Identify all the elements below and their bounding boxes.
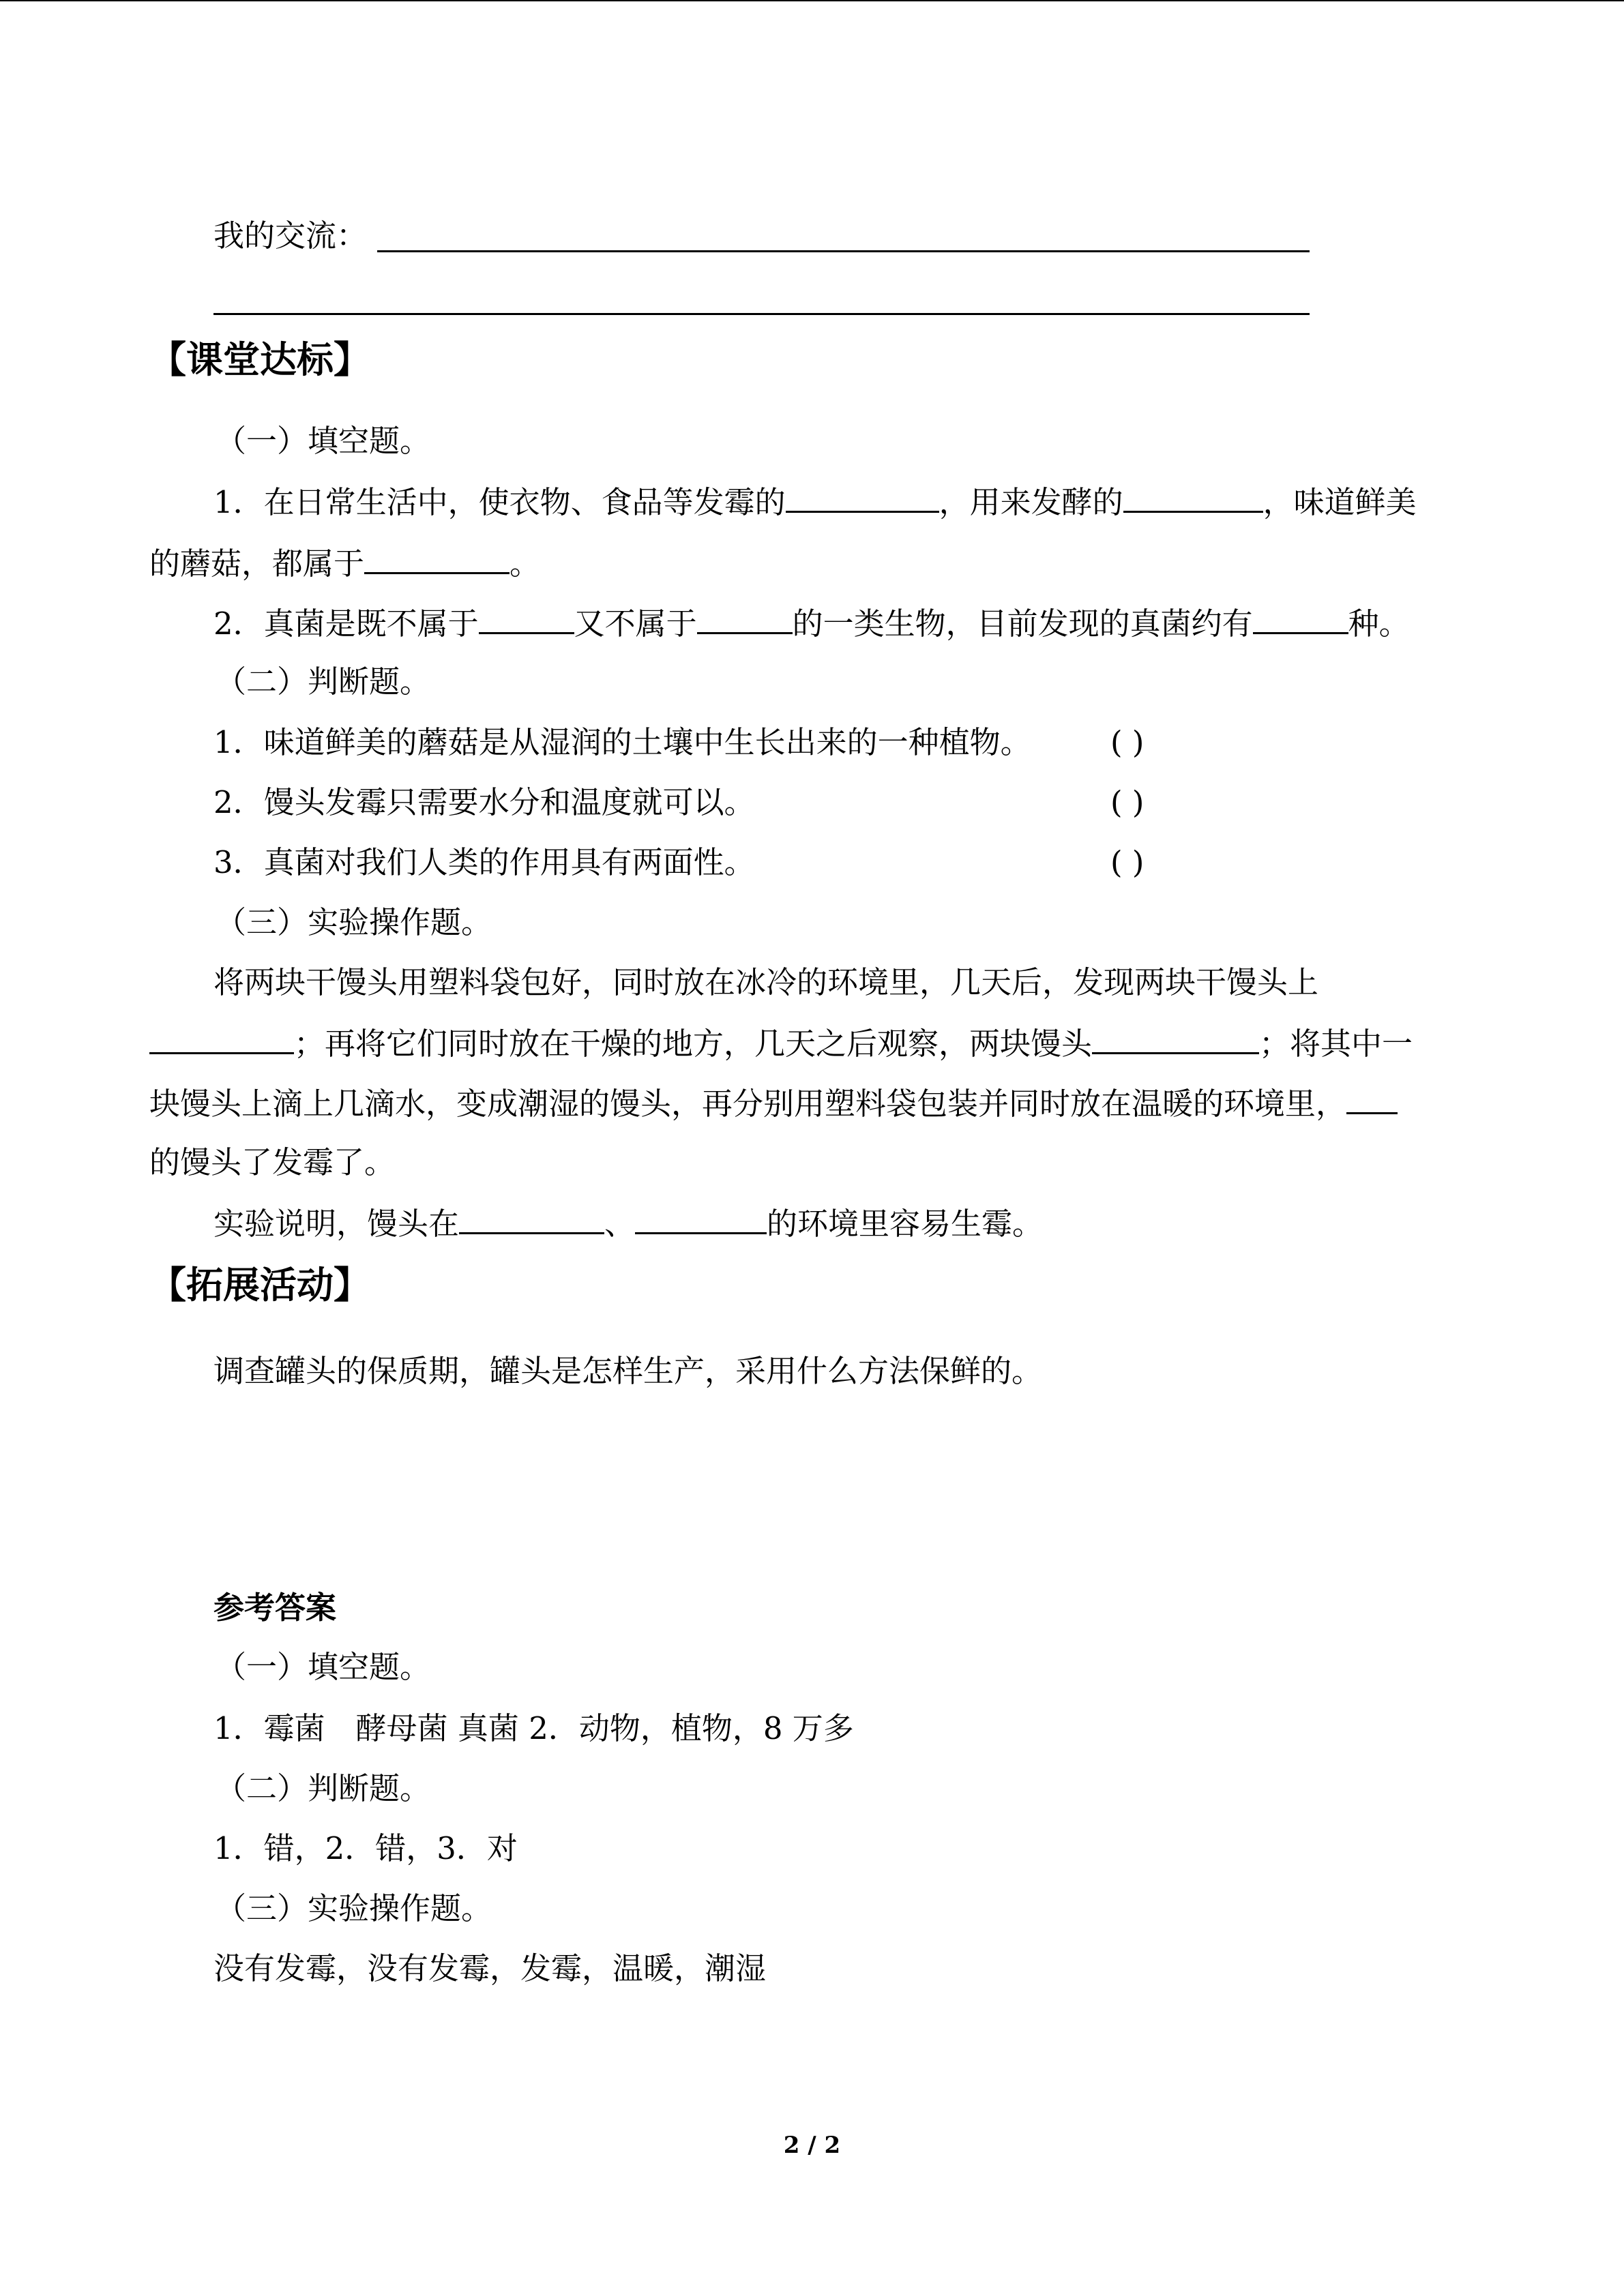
experiment-line-3-text: 块馒头上滴上几滴水，变成潮湿的馒头，再分别用塑料袋包装并同时放在温暖的环境里， xyxy=(149,1086,1347,1122)
experiment-line-2-text-a: ；再将它们同时放在干燥的地方，几天之后观察，两块馒头 xyxy=(294,1026,1093,1062)
experiment-conclusion xyxy=(213,1202,1043,1244)
experiment-blank-3[interactable] xyxy=(1346,1082,1398,1114)
answers-header-2: （二）判断题。 xyxy=(216,1770,431,1806)
experiment-line-4: 的馒头了发霉了。 xyxy=(149,1144,396,1180)
experiment-blank-2[interactable] xyxy=(1092,1022,1259,1054)
fill-q1-text-a: 1．在日常生活中，使衣物、食品等发霉的 xyxy=(213,484,786,520)
exchange-answer-line-1[interactable] xyxy=(377,250,1310,252)
answers-fill: 1．霉菌 酵母菌 真菌 2．动物，植物，8 万多 xyxy=(213,1710,854,1746)
fill-q1-line2 xyxy=(149,542,540,584)
experiment-line-3 xyxy=(149,1082,1398,1124)
fill-q1-text-d: 的蘑菇，都属于 xyxy=(149,546,365,582)
judge-item-2-answer-box[interactable]: ( ) xyxy=(1110,784,1145,820)
fill-q2-text-b: 又不属于 xyxy=(574,606,697,642)
experiment-blank-1[interactable] xyxy=(149,1022,294,1054)
experiment-conclusion-text-b: 、 xyxy=(604,1206,636,1242)
experiment-header: （三）实验操作题。 xyxy=(216,904,492,940)
exchange-answer-line-2[interactable] xyxy=(213,313,1310,315)
experiment-line-2 xyxy=(149,1022,1413,1064)
judge-item-1: 1．味道鲜美的蘑菇是从湿润的土壤中生长出来的一种植物。 xyxy=(213,724,1031,760)
judge-item-2: 2．馒头发霉只需要水分和温度就可以。 xyxy=(213,784,755,820)
answers-title: 参考答案 xyxy=(213,1590,337,1626)
page-number: 2 / 2 xyxy=(783,2132,841,2159)
fill-q1-text-c: ，味道鲜美 xyxy=(1263,484,1417,520)
fill-q1-text-e: 。 xyxy=(510,546,541,582)
experiment-blank-4[interactable] xyxy=(459,1202,604,1234)
experiment-line-2-text-b: ；将其中一 xyxy=(1259,1026,1413,1062)
experiment-conclusion-text-c: 的环境里容易生霉。 xyxy=(767,1206,1044,1242)
fill-q1-blank-3[interactable] xyxy=(364,542,510,574)
fill-q2-blank-1[interactable] xyxy=(479,602,574,634)
fill-q1-line1 xyxy=(213,481,1417,523)
answers-header-3: （三）实验操作题。 xyxy=(216,1890,492,1926)
fill-q2-blank-3[interactable] xyxy=(1253,602,1348,634)
experiment-blank-5[interactable] xyxy=(635,1202,767,1234)
fill-header: （一）填空题。 xyxy=(216,423,431,459)
fill-q1-blank-1[interactable] xyxy=(786,481,939,513)
fill-q2-text-d: 种。 xyxy=(1348,606,1410,642)
answers-header-1: （一）填空题。 xyxy=(216,1649,431,1685)
fill-q1-text-b: ，用来发酵的 xyxy=(939,484,1123,520)
fill-q2-text-c: 的一类生物，目前发现的真菌约有 xyxy=(792,606,1253,642)
page-top-border xyxy=(0,0,1624,1)
extension-text: 调查罐头的保质期，罐头是怎样生产，采用什么方法保鲜的。 xyxy=(213,1353,1043,1389)
section-title-extension: 【拓展活动】 xyxy=(149,1264,370,1307)
judge-header: （二）判断题。 xyxy=(216,664,431,700)
fill-q2 xyxy=(213,602,1410,644)
fill-q2-text-a: 2．真菌是既不属于 xyxy=(213,606,479,642)
answers-experiment: 没有发霉，没有发霉，发霉，温暖，潮湿 xyxy=(213,1950,767,1986)
judge-item-3-answer-box[interactable]: ( ) xyxy=(1110,844,1145,880)
answers-judge: 1．错，2．错，3．对 xyxy=(213,1830,518,1866)
judge-item-1-answer-box[interactable]: ( ) xyxy=(1110,724,1145,760)
fill-q1-blank-2[interactable] xyxy=(1123,481,1263,513)
experiment-line-1: 将两块干馒头用塑料袋包好，同时放在冰冷的环境里，几天后，发现两块干馒头上 xyxy=(213,964,1319,1000)
exchange-label: 我的交流： xyxy=(213,218,368,254)
fill-q2-blank-2[interactable] xyxy=(697,602,793,634)
experiment-conclusion-text-a: 实验说明，馒头在 xyxy=(213,1206,460,1242)
judge-item-3: 3．真菌对我们人类的作用具有两面性。 xyxy=(213,844,755,880)
section-title-classroom: 【课堂达标】 xyxy=(149,338,370,381)
